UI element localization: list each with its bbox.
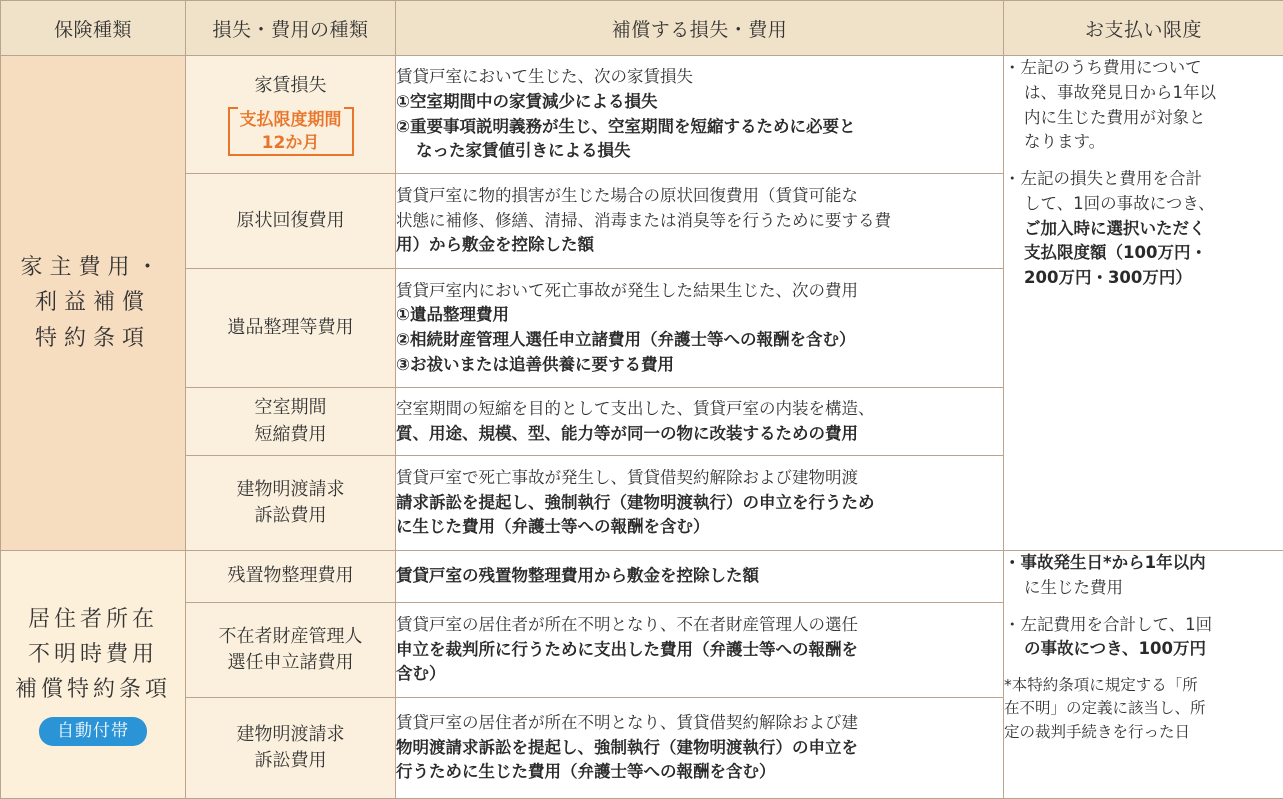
limit-section-1: ・左記のうち費用について は、事故発見日から1年以 内に生じた費用が対象と なります。 ・左記の損失と費用を合計 して、1回の事故につき、 ご加入時に選択いただく 支払限度額（100万円・ 200万円・300万円）	[1004, 56, 1283, 551]
desc-rent-loss: 賃貸戸室において生じた、次の家賃損失 ①空室期間中の家賃減少による損失 ②重要事項説明義務が生じ、空室期間を短縮するために必要と なった家賃値引きによる損失	[396, 56, 1004, 174]
footnote: *本特約条項に規定する「所	[1004, 674, 1283, 697]
desc-eviction-lawsuit: 賃貸戸室で死亡事故が発生し、賃貸借契約解除および建物明渡 請求訴訟を提起し、強制執行（建物明渡執行）の申立を行うため に生じた費用（弁護士等への報酬を含む）	[396, 456, 1004, 551]
table-row	[1, 551, 1283, 603]
header-insurance-type: 保険種類	[1, 1, 186, 56]
kind-eviction-lawsuit-2: 建物明渡請求 訴訟費用	[186, 698, 396, 799]
table-row	[1, 56, 1283, 174]
header-loss-kind: 損失・費用の種類	[186, 1, 396, 56]
desc-restoration: 賃貸戸室に物的損害が生じた場合の原状回復費用（賃貸可能な 状態に補修、修繕、清掃、消毒または消臭等を行うために要する費 用）から敷金を控除した額	[396, 174, 1004, 269]
header-row	[1, 1, 1283, 56]
kind-absentee-administrator: 不在者財産管理人 選任申立諸費用	[186, 603, 396, 698]
limit-section-2: ・事故発生日*から1年以内 に生じた費用 ・左記費用を合計して、1回 の事故につき、100万円 *本特約条項に規定する「所 在不明」の定義に該当し、所 定の裁判手続きを行った日	[1004, 551, 1283, 799]
category-resident-missing: 居住者所在 不明時費用 補償特約条項 自動付帯	[1, 551, 186, 799]
kind-vacancy-shortening: 空室期間 短縮費用	[186, 388, 396, 456]
auto-attached-badge: 自動付帯	[39, 717, 147, 746]
payment-period-note: 支払限度期間 12か月	[228, 107, 354, 157]
desc-belongings: 賃貸戸室内において死亡事故が発生した結果生じた、次の費用 ①遺品整理費用 ②相続財産管理人選任申立諸費用（弁護士等への報酬を含む） ③お祓いまたは追善供養に要する費用	[396, 269, 1004, 388]
desc-vacancy-shortening: 空室期間の短縮を目的として支出した、賃貸戸室の内装を構造、 質、用途、規模、型、能力等が同一の物に改装するための費用	[396, 388, 1004, 456]
kind-eviction-lawsuit: 建物明渡請求 訴訟費用	[186, 456, 396, 551]
desc-eviction-lawsuit-2: 賃貸戸室の居住者が所在不明となり、賃貸借契約解除および建 物明渡請求訴訟を提起し、強制執行（建物明渡執行）の申立を 行うために生じた費用（弁護士等への報酬を含む）	[396, 698, 1004, 799]
kind-restoration: 原状回復費用	[186, 174, 396, 269]
kind-belongings: 遺品整理等費用	[186, 269, 396, 388]
kind-rent-loss: 家賃損失 支払限度期間 12か月	[186, 56, 396, 174]
desc-leftover-cleanup: 賃貸戸室の残置物整理費用から敷金を控除した額	[396, 551, 1004, 603]
desc-absentee-administrator: 賃貸戸室の居住者が所在不明となり、不在者財産管理人の選任 申立を裁判所に行うために支出した費用（弁護士等への報酬を 含む）	[396, 603, 1004, 698]
kind-leftover-cleanup: 残置物整理費用	[186, 551, 396, 603]
header-coverage: 補償する損失・費用	[396, 1, 1004, 56]
header-payment-limit: お支払い限度	[1004, 1, 1283, 56]
category-landlord-expense: 家主費用・ 利益補償 特約条項	[1, 56, 186, 551]
